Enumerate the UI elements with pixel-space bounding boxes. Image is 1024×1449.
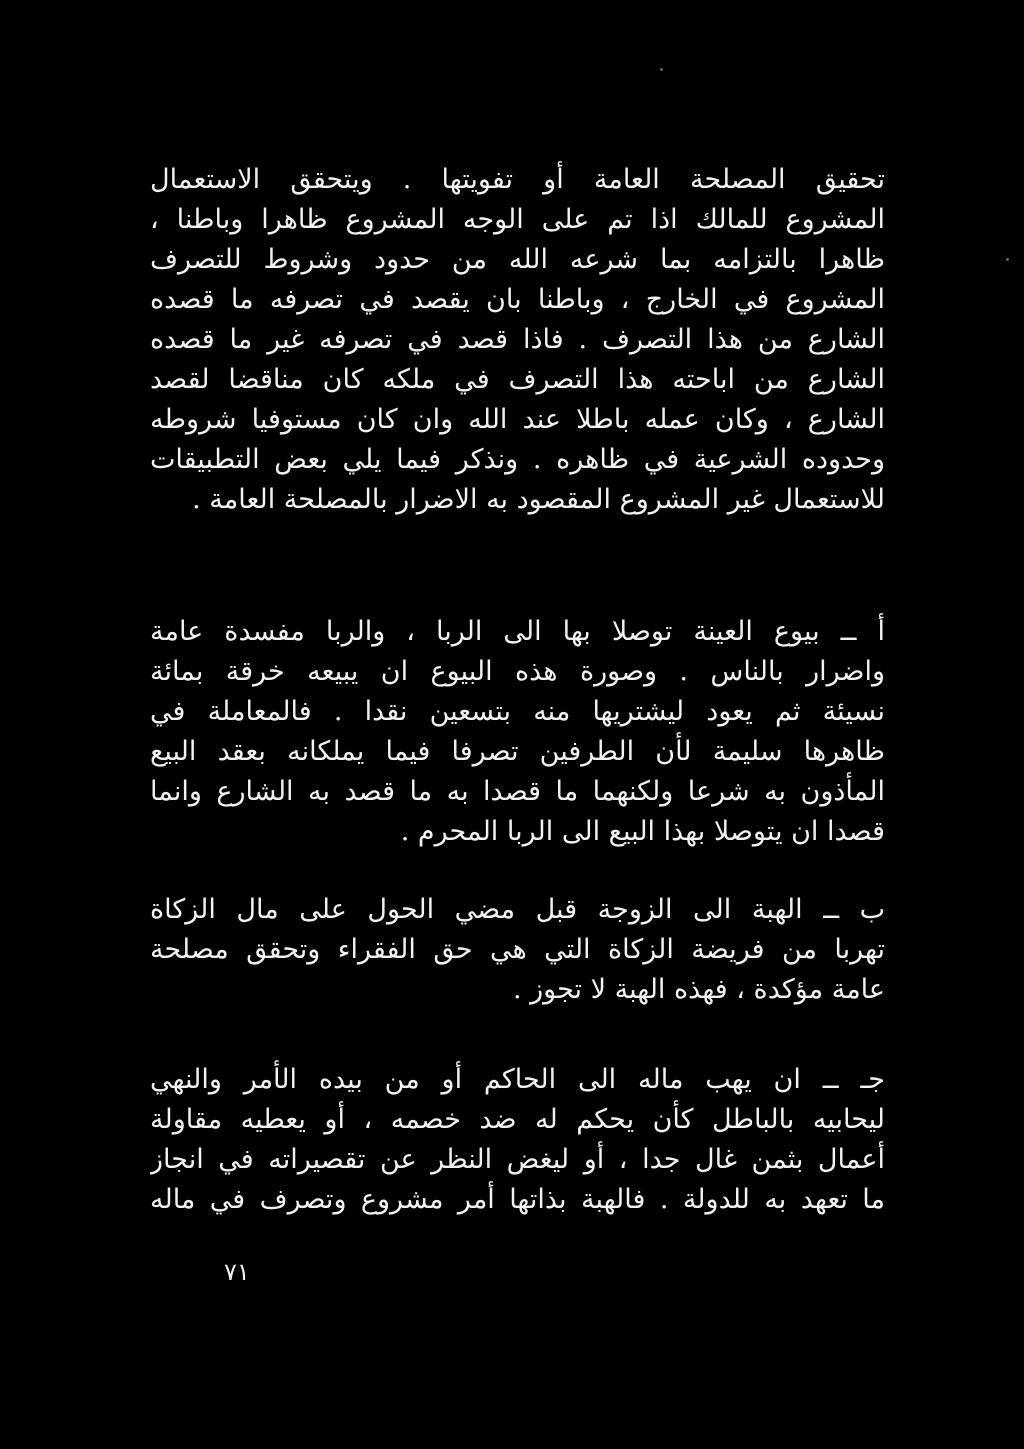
scan-speck [1006, 258, 1009, 261]
text-line: قصدا ان يتوصلا بهذا البيع الى الربا المحرم . [400, 816, 885, 847]
text-line: الشارع من هذا التصرف . فاذا قصد في تصرفه غير ما قصده [150, 324, 885, 355]
paragraph-b [150, 890, 885, 1010]
page-number: ٧١ [224, 1258, 250, 1286]
text-line: الشارع ، وكان عمله باطلا عند الله وان كان مستوفيا شروطه [150, 404, 885, 435]
text-line: جـ ــ ان يهب ماله الى الحاكم أو من بيده الأمر والنهي [150, 1064, 885, 1095]
text-line: للاستعمال غير المشروع المقصود به الاضرار بالمصلحة العامة . [192, 484, 885, 515]
text-line: واضرار بالناس . وصورة هذه البيوع ان يبيعه خرقة بمائة [150, 656, 885, 687]
text-line: ما تعهد به للدولة . فالهبة بذاتها أمر مشروع وتصرف في ماله [150, 1184, 885, 1215]
text-line: أعمال بثمن غال جدا ، أو ليغض النظر عن تقصيراته في انجاز [150, 1144, 885, 1175]
text-line: ظاهرا بالتزامه بما شرعه الله من حدود وشروط للتصرف [150, 244, 885, 275]
text-line: المأذون به شرعا ولكنهما ما قصدا به ما قصد به الشارع وانما [150, 776, 885, 807]
paragraph-c [150, 1060, 885, 1220]
text-line: ب ــ الهبة الى الزوجة قبل مضي الحول على مال الزكاة [150, 894, 885, 925]
text-line: المشروع للمالك اذا تم على الوجه المشروع ظاهرا وباطنا ، [150, 204, 885, 235]
text-line: ليحابيه بالباطل كأن يحكم له ضد خصمه ، أو يعطيه مقاولة [150, 1104, 885, 1135]
paragraph-a [150, 612, 885, 852]
text-line: المشروع في الخارج ، وباطنا بان يقصد في تصرفه ما قصده [150, 284, 885, 315]
text-line: أ ــ بيوع العينة توصلا بها الى الربا ، والربا مفسدة عامة [150, 616, 885, 647]
text-line: ظاهرها سليمة لأن الطرفين تصرفا فيما يملكانه بعقد البيع [150, 736, 885, 767]
text-line: تهربا من فريضة الزكاة التي هي حق الفقراء وتحقق مصلحة [150, 934, 885, 965]
text-line: الشارع من اباحته هذا التصرف في ملكه كان مناقضا لقصد [150, 364, 885, 395]
paragraph-main [150, 160, 885, 520]
text-line: تحقيق المصلحة العامة أو تفويتها . ويتحقق الاستعمال [150, 164, 885, 195]
text-line: وحدوده الشرعية في ظاهره . ونذكر فيما يلي بعض التطبيقات [150, 444, 885, 475]
text-line: عامة مؤكدة ، فهذه الهبة لا تجوز . [512, 974, 885, 1005]
scan-speck [660, 68, 663, 71]
text-line: نسيئة ثم يعود ليشتريها منه بتسعين نقدا . فالمعاملة في [150, 696, 885, 727]
